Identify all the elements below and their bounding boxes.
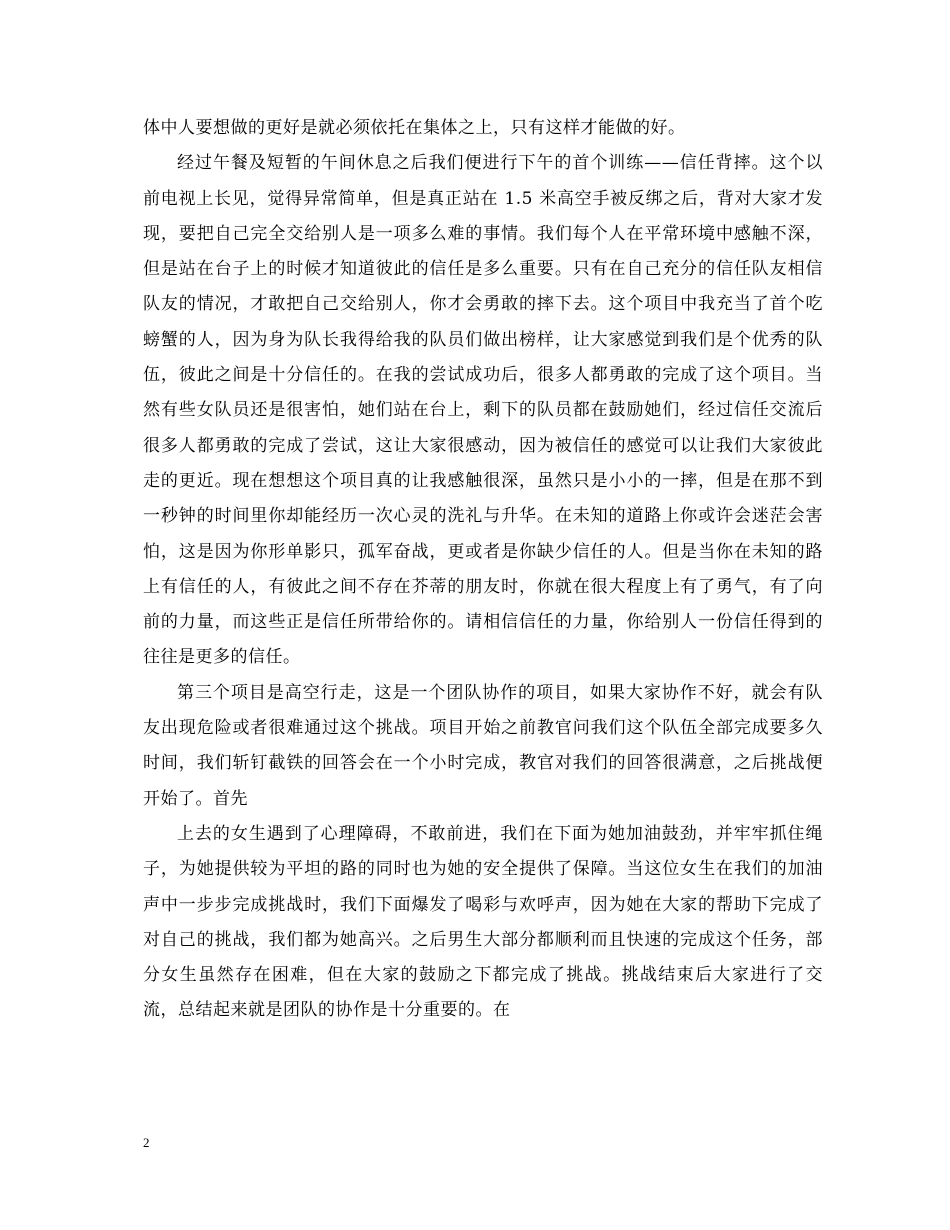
paragraph-1: 体中人要想做的更好是就必须依托在集体之上，只有这样才能做的好。 (143, 118, 686, 138)
body-text (143, 111, 823, 1029)
page-number: 2 (143, 1135, 150, 1150)
paragraph-4: 上去的女生遇到了心理障碍，不敢前进，我们在下面为她加油鼓劲，并牢牢抓住绳子，为她提供较为平坦的路的同时也为她的安全提供了保障。当这位女生在我们的加油声中一步步完成挑战时，我们下面爆发了喝彩与欢呼声，因为她在大家的帮助下完成了对自己的挑战，我们都为她高兴。之后男生大部分都顺利而且快速的完成这个任务，部分女生虽然存在困难，但在大家的鼓励之下都完成了挑战。挑战结束后大家进行了交流，总结起来就是团队的协作是十分重要的。在 (143, 823, 823, 1021)
paragraph-2: 经过午餐及短暂的午间休息之后我们便进行下午的首个训练——信任背摔。这个以前电视上长见，觉得异常简单，但是真正站在 1.5 米高空手被反绑之后，背对大家才发现，要把自己完全交给别人是一项多么难的事情。我们每个人在平常环境中感触不深，但是站在台子上的时候才知道彼此的信任是多么重要。只有在自己充分的信任队友相信队友的情况，才敢把自己交给别人，你才会勇敢的摔下去。这个项目中我充当了首个吃螃蟹的人，因为身为队长我得给我的队员们做出榜样，让大家感觉到我们是个优秀的队伍，彼此之间是十分信任的。在我的尝试成功后，很多人都勇敢的完成了这个项目。当然有些女队员还是很害怕，她们站在台上，剩下的队员都在鼓励她们，经过信任交流后很多人都勇敢的完成了尝试，这让大家很感动，因为被信任的感觉可以让我们大家彼此走的更近。现在想想这个项目真的让我感触很深，虽然只是小小的一摔，但是在那不到一秒钟的时间里你却能经历一次心灵的洗礼与升华。在未知的道路上你或许会迷茫会害怕，这是因为你形单影只，孤军奋战，更或者是你缺少信任的人。但是当你在未知的路上有信任的人，有彼此之间不存在芥蒂的朋友时，你就在很大程度上有了勇气，有了向前的力量，而这些正是信任所带给你的。请相信信任的力量，你给别人一份信任得到的往往是更多的信任。 (143, 153, 823, 668)
paragraph-3: 第三个项目是高空行走，这是一个团队协作的项目，如果大家协作不好，就会有队友出现危险或者很难通过这个挑战。项目开始之前教官问我们这个队伍全部完成要多久时间，我们斩钉截铁的回答会在一个小时完成，教官对我们的回答很满意，之后挑战便开始了。首先 (143, 682, 823, 809)
